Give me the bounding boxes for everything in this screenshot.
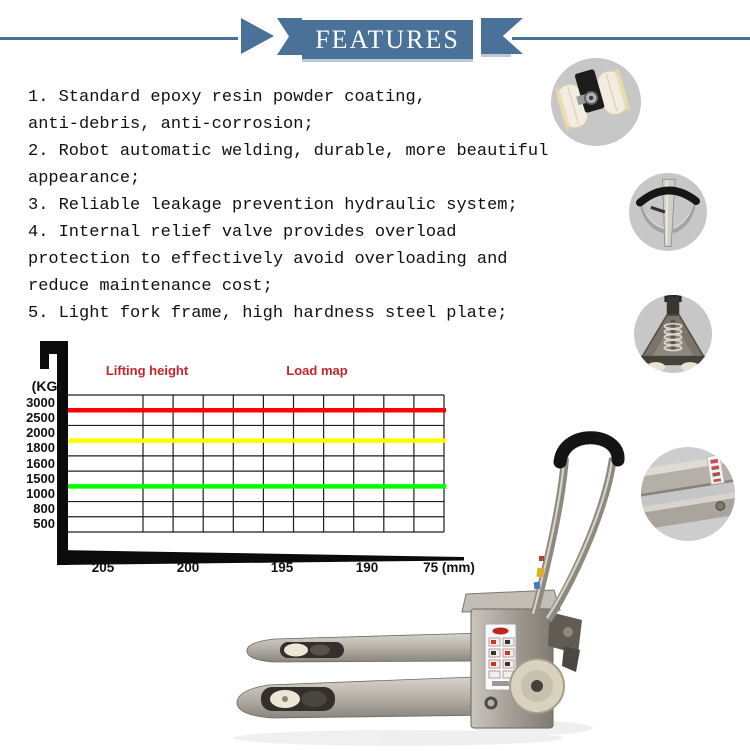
pallet-truck-illustration (228, 420, 750, 751)
features-banner (302, 20, 473, 62)
ribbon-tail-right-band (481, 18, 523, 54)
ribbon-tail-left-band (277, 18, 302, 55)
detail-photo-pump (634, 295, 712, 373)
x-tick: 200 (176, 560, 200, 575)
y-tick: 1600 (26, 455, 55, 471)
x-tick: 205 (91, 560, 115, 575)
chart-legend-load-map: Load map (286, 363, 348, 378)
banner-title: FEATURES (315, 24, 460, 54)
x-tick: 195 (270, 560, 294, 575)
truck-forks (237, 633, 500, 718)
main-product-photo (228, 420, 750, 751)
y-tick: 3000 (26, 394, 55, 410)
y-tick: 1000 (26, 485, 55, 501)
truck-steer-wheel (510, 659, 564, 713)
handle-illustration (629, 173, 707, 251)
feature-line: appearance; (28, 169, 141, 188)
feature-line: 1. Standard epoxy resin powder coating, (28, 88, 426, 107)
ribbon-tail-right-shadow (481, 54, 511, 57)
feature-line: anti-debris, anti-corrosion; (28, 115, 314, 134)
feature-line: protection to effectively avoid overloading and (28, 250, 508, 269)
ribbon-line-left (0, 37, 238, 40)
feature-line: 3. Reliable leakage prevention hydraulic system; (28, 196, 518, 215)
feature-line: 4. Internal relief valve provides overload (28, 223, 457, 242)
y-tick: 1800 (26, 440, 55, 456)
feature-line: 2. Robot automatic welding, durable, more beautiful (28, 142, 549, 161)
feature-line: reduce maintenance cost; (28, 277, 273, 296)
x-tick: 190 (355, 560, 379, 575)
pump-illustration (634, 295, 712, 373)
x-tick: 75 (mm) (423, 560, 475, 575)
detail-photo-wheels (551, 58, 641, 146)
y-tick: 1500 (26, 470, 55, 486)
y-tick: 2000 (26, 425, 55, 441)
features-list (28, 84, 562, 327)
y-tick: 500 (33, 516, 55, 532)
y-tick: 2500 (26, 409, 55, 425)
ribbon-line-right (512, 37, 750, 40)
y-tick: 800 (33, 501, 55, 517)
chart-y-axis-unit: (KG) (31, 378, 62, 394)
wheels-illustration (551, 58, 641, 146)
feature-line: 5. Light fork frame, high hardness steel plate; (28, 304, 508, 323)
detail-photo-handle (629, 173, 707, 251)
ribbon-tail-left-triangle (241, 18, 274, 54)
chart-legend-lifting-height: Lifting height (105, 363, 189, 378)
